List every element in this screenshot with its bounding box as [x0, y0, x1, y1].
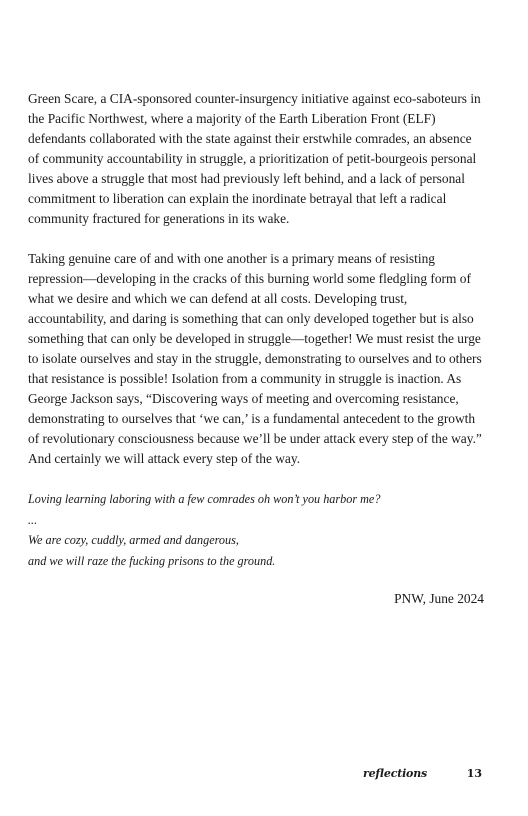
signoff: PNW, June 2024	[394, 591, 484, 606]
verse-line: and we will raze the fucking prisons to the ground.	[28, 553, 276, 568]
verse-line: Loving learning laboring with a few comrades oh won’t you harbor me?	[28, 492, 381, 506]
body-paragraph: Green Scare, a CIA-sponsored counter-insurgency initiative against eco-saboteurs in the Pacific Northwest, where a majority of the Earth Liberation Front (ELF) defendants collaborated with the state against their erstwhile comrades, an absence of community accountability in struggle, a prioritization of petit-bourgeois personal lives above a struggle that most had previously left behind, and a lack of personal commitment to liberation can explain the inordinate betrayal that left a radical community fractured for generations in its wake.	[28, 91, 481, 226]
body-paragraph: Taking genuine care of and with one another is a primary means of resisting repression—developing in the cracks of this burning world some fledgling form of what we desire and which we can defend at all costs. Developing trust, accountability, and daring is something that can only developed together but is also something that can only be developed in struggle—together! We must resist the urge to isolate ourselves and stay in the struggle, demonstrating to ourselves and to others that resistance is possible! Isolation from a community in struggle is inaction. As George Jackson says, “Discovering ways of meeting and overcoming resistance, demonstrating to ourselves that ‘we can,’ is a fundamental antecedent to the growth of revolutionary consciousness because we’ll be under attack every step of the way.” And certainly we will attack every step of the way.	[28, 251, 482, 466]
page-footer	[0, 767, 528, 785]
verse-line: ...	[28, 512, 38, 527]
page-number: 13	[466, 767, 482, 780]
article-body	[28, 89, 484, 609]
running-footer-title: reflections	[363, 767, 427, 780]
verse-line: We are cozy, cuddly, armed and dangerous,	[28, 533, 239, 547]
verse-block	[28, 489, 484, 571]
